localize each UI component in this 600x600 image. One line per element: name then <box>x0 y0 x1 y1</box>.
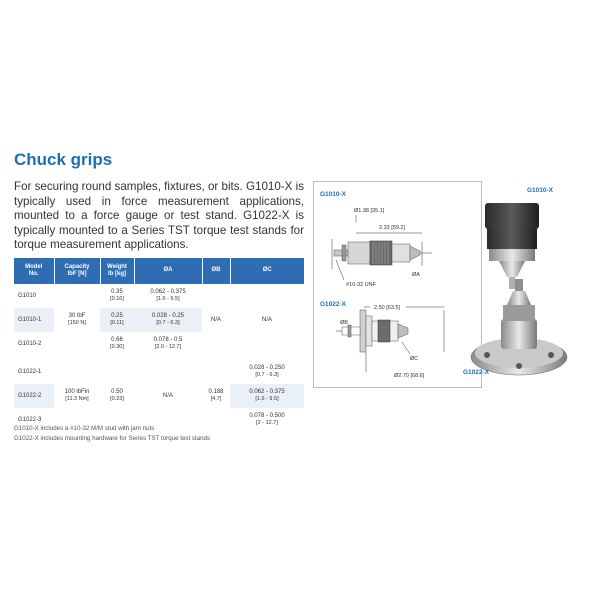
phi-a-cell: N/A <box>134 360 202 432</box>
photo-g1022 <box>471 279 567 375</box>
phi-c-cell: 0.078 - 0.500 [2 - 12.7] <box>249 413 285 426</box>
dim-phi-b: ØB <box>340 320 348 326</box>
dim-length-2: 2.50 [63.5] <box>374 305 400 311</box>
header-capacity: Capacity lbF [N] <box>54 258 100 284</box>
dim-phi-a: ØA <box>412 272 420 278</box>
header-weight: Weight lb [kg] <box>100 258 134 284</box>
page-title: Chuck grips <box>14 150 113 169</box>
table-row <box>14 360 304 384</box>
header-phi-a: ØA <box>134 258 202 284</box>
model-cell: G1010-1 <box>14 308 54 332</box>
dim-diameter-2: Ø2.70 [68.6] <box>394 373 425 379</box>
phi-b-cell: 0.188 [4.7] <box>202 360 230 432</box>
phi-a-cell: 0.028 - 0.25 [0.7 - 6.3] <box>134 308 202 332</box>
capacity-cell: 30 lbF [150 N] <box>54 284 100 356</box>
dim-thread: #10-32 UNF <box>346 282 376 288</box>
description-text: For securing round samples, fixtures, or bits. G1010-X is typically used in force measurement applications, mounted to a force gauge or test stand. G1022-X is typically mounted to a Series TST torque test stands for torque measurement applications. <box>14 180 304 251</box>
model-cell: G1022-1 <box>18 368 42 375</box>
dim-phi-c: ØC <box>410 356 419 362</box>
header-phi-b: ØB <box>202 258 230 284</box>
phi-a-cell: 0.062 - 0.375 [1.6 - 9.5] <box>150 289 186 302</box>
model-cell: G1022-2 <box>14 384 54 408</box>
model-cell: G1010 <box>18 292 37 299</box>
drawing-label-g1010: G1010-X <box>320 191 347 198</box>
phi-c-cell: 0.062 - 0.375 [1.6 - 9.5] <box>230 384 304 408</box>
footnotes <box>14 424 210 444</box>
footnote: G1010-X includes a #10-32 M/M stud with jam nuts <box>14 425 155 432</box>
product-photos <box>455 181 595 386</box>
model-cell: G1010-2 <box>18 340 42 347</box>
spec-table <box>14 258 304 432</box>
phi-a-cell: 0.078 - 0.5 [2.0 - 12.7] <box>153 337 183 350</box>
header-phi-c: ØC <box>230 258 304 284</box>
phi-c-cell: N/A <box>230 284 304 356</box>
table-header-row <box>14 258 304 284</box>
phi-b-cell: N/A <box>202 284 230 356</box>
photo-label-g1022: G1022-X <box>463 369 490 376</box>
table-row <box>14 284 304 308</box>
dim-diameter-1: Ø1.38 [35.1] <box>354 208 385 214</box>
footnote: G1022-X includes mounting hardware for Series TST torque test stands <box>14 435 211 442</box>
dim-length-1: 2.33 [59.2] <box>379 225 405 231</box>
header-model: Model No. <box>14 258 54 284</box>
capacity-cell: 100 lbFin [11.3 Nm] <box>54 360 100 432</box>
drawing-label-g1022: G1022-X <box>320 301 347 308</box>
phi-c-cell: 0.028 - 0.250 [0.7 - 6.3] <box>249 365 285 378</box>
photo-g1010 <box>485 203 539 289</box>
description <box>14 180 304 253</box>
weight-cell: 0.35 [0.16] <box>110 289 124 302</box>
photo-panel <box>455 181 595 386</box>
model-cell: G1022-3 <box>18 416 42 423</box>
photo-label-g1010: G1010-X <box>527 187 554 194</box>
weight-cell: 0.66 [0.30] <box>110 337 124 350</box>
weight-cell: 0.25 [0.11] <box>100 308 134 332</box>
weight-cell: 0.50 [0.23] <box>100 360 134 432</box>
